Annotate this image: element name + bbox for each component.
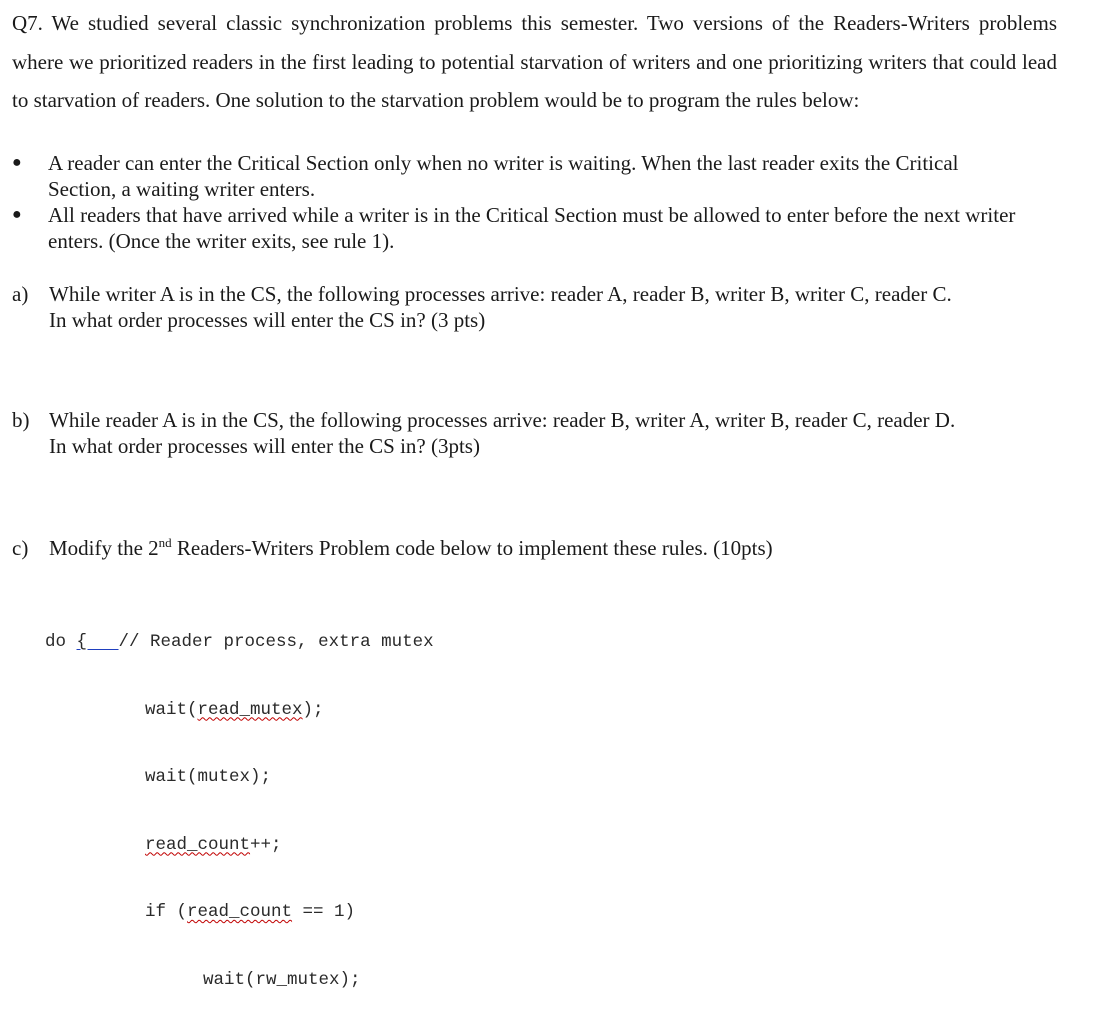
code-line-2-post: ); <box>302 699 324 720</box>
code-line-1 <box>45 631 434 654</box>
rule-item-2 <box>12 202 1022 254</box>
part-c-text <box>49 535 1052 561</box>
question-intro: Q7. We studied several classic synchronization problems this semester. Two versions of the Readers-Writers problems where we prioritized readers in the first leading to potential starvation of writers and one prioritizing writers that could lead to starvation of readers. One solution to the starvation problem would be to program the rules below: <box>12 11 1057 112</box>
code-line-5-post: == 1) <box>292 902 356 922</box>
part-b-label: b) <box>12 408 30 432</box>
reader-code-block <box>45 586 434 1014</box>
part-c-sup: nd <box>158 535 172 550</box>
code-do: do <box>45 632 77 652</box>
rule-item-1 <box>12 150 1022 202</box>
code-line-2-arg: read_mutex <box>197 699 303 720</box>
code-line-2 <box>45 699 434 722</box>
code-line-4-post: ++; <box>250 834 282 855</box>
code-brace: { <box>76 632 119 652</box>
code-line-2-pre: wait( <box>145 699 198 720</box>
code-line-5-pre: if ( <box>145 902 188 922</box>
part-a-line-2: In what order processes will enter the CS in? (3 pts) <box>49 308 486 332</box>
rules-list <box>12 150 1022 254</box>
code-line-4-var: read_count <box>145 834 251 855</box>
rule-text-1: A reader can enter the Critical Section only when no writer is waiting. When the last reader exits the Critical Section, a waiting writer enters. <box>48 151 959 201</box>
code-line-4 <box>45 834 434 857</box>
rule-text-2: All readers that have arrived while a writer is in the Critical Section must be allowed to enter before the next writer enters. (Once the writer exits, see rule 1). <box>48 203 1016 253</box>
code-line-5-var: read_count <box>187 902 293 922</box>
part-a-label: a) <box>12 282 29 306</box>
part-c-post: Readers-Writers Problem code below to implement these rules. (10pts) <box>171 536 773 560</box>
code-line-3: wait(mutex); <box>145 767 272 787</box>
part-b-line-2: In what order processes will enter the CS in? (3pts) <box>49 434 480 458</box>
part-a <box>12 281 1052 333</box>
part-c-label: c) <box>12 536 29 560</box>
bullet-icon: ● <box>12 154 22 171</box>
part-c <box>12 535 1052 561</box>
part-a-line-1: While writer A is in the CS, the following processes arrive: reader A, reader B, writer B, writer C, reader C. <box>49 282 952 306</box>
code-comment: // Reader process, extra mutex <box>118 632 434 652</box>
part-b <box>12 407 1052 459</box>
part-c-pre: Modify the 2 <box>49 536 159 560</box>
bullet-icon: ● <box>12 206 22 223</box>
code-line-6: wait(rw_mutex); <box>203 969 361 990</box>
part-b-line-1: While reader A is in the CS, the following processes arrive: reader B, writer A, writer B, reader C, reader D. <box>49 408 956 432</box>
code-line-5 <box>45 901 434 924</box>
